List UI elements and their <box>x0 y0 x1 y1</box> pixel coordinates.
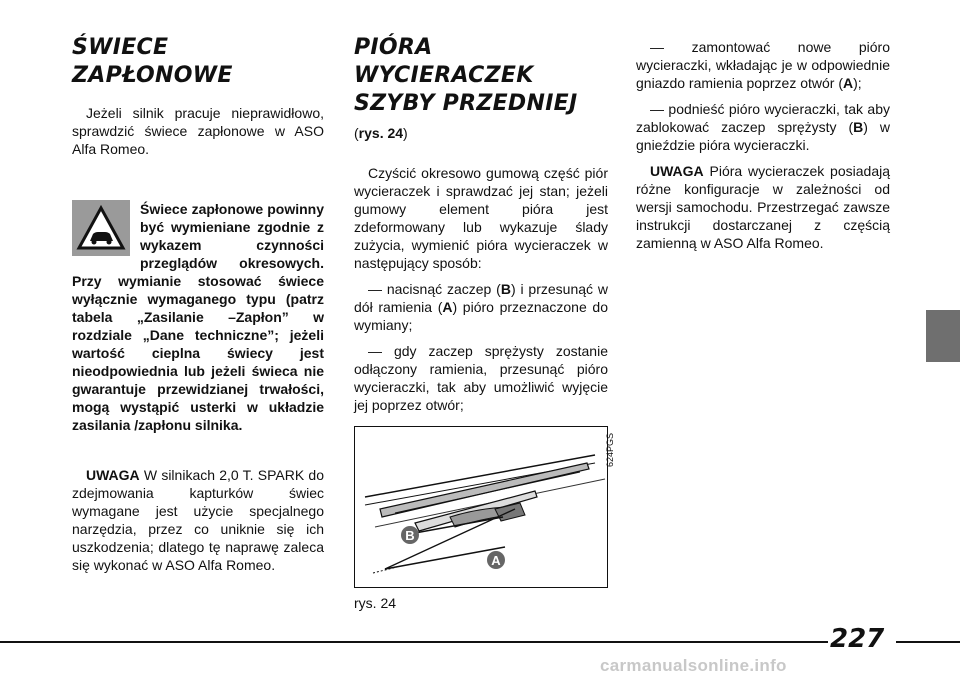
wiper-illustration <box>355 427 609 589</box>
right-column <box>636 38 890 260</box>
footer-rule-left <box>0 641 828 643</box>
figure-code: 624PGS <box>605 433 615 468</box>
section-tab <box>926 310 960 362</box>
wiper-para1: Czyścić okresowo gumową część piór wycieraczek i sprawdzać jej stan; jeżeli gumowy element pióra jest zdeformowany lub wykazuje ślady zużycia, wymienić pióra wycieraczek w następujący sposób: <box>354 165 608 271</box>
watermark: carmanualsonline.info <box>600 656 787 675</box>
wiper-note-label: UWAGA <box>650 163 704 179</box>
wiper-step2: — gdy zaczep sprężysty zostanie odłączony ramienia, przesunąć pióro wycieraczki, tak aby umożliwić wyjęcie jej poprzez otwór; <box>354 343 608 413</box>
marker-a: A <box>491 553 501 568</box>
wiper-step3: — zamontować nowe pióro wycieraczki, wkładając je w odpowiednie gniazdo ramienia poprzez otwór (A); <box>636 39 890 91</box>
left-column <box>72 34 324 166</box>
warning-block <box>72 200 324 434</box>
warning-car-icon <box>72 200 130 256</box>
wiper-step1: — nacisnąć zaczep (B) i przesunąć w dół ramienia (A) pióro przeznaczone do wymiany; <box>354 281 608 333</box>
spark-plugs-intro: Jeżeli silnik pracuje nieprawidłowo, sprawdzić świece zapłonowe w ASO Alfa Romeo. <box>72 105 324 157</box>
middle-column <box>354 34 608 422</box>
figure-caption: rys. 24 <box>354 595 397 611</box>
warning-text: Świece zapłonowe powinny być wymieniane zgodnie z wykazem czynności przeglądów okresowych. Przy wymianie stosować świece wyłącznie wymaganego typu (patrz tabela „Zasilanie –Zapłon” w rozdziale „Dane techniczne”; jeżeli wartość cieplna świecy jest nieodpowiednia lub jeżeli świeca nie gwarantuje przewidzianej trwałości, mogą wystąpić usterki w układzie zasilania /zapłonu silnika. <box>72 201 324 433</box>
wiper-note-text: Pióra wycieraczek posiadają różne konfiguracje w zależności od wersji samochodu. Przestrzegać zawsze instrukcji dostarczanej z częścią zamienną w ASO Alfa Romeo. <box>636 163 890 251</box>
figure-reference: (rys. 24) <box>354 125 408 141</box>
wiper-figure <box>354 426 615 588</box>
note-text: W silnikach 2,0 T. SPARK do zdejmowania kapturków świec wymagane jest użycie specjalnego narzędzia, przez co uniknie się ich uszkodzenia; dlatego tę naprawę zaleca się wykonać w ASO Alfa Romeo. <box>72 467 324 573</box>
marker-b: B <box>405 528 415 543</box>
spark-plugs-heading: ŚWIECE ZAPŁONOWE <box>72 35 233 88</box>
note-label: UWAGA <box>86 467 140 483</box>
wiper-heading-line2: SZYBY PRZEDNIEJ <box>354 91 578 116</box>
left-note <box>72 466 324 582</box>
wiper-note <box>636 162 890 252</box>
footer-rule-right <box>896 641 960 643</box>
wiper-step4: — podnieść pióro wycieraczki, tak aby zablokować zaczep sprężysty (B) w gnieździe pióra wycieraczki. <box>636 101 890 153</box>
page-number: 227 <box>830 624 885 654</box>
wiper-heading-line1: PIÓRA WYCIERACZEK <box>354 35 534 88</box>
